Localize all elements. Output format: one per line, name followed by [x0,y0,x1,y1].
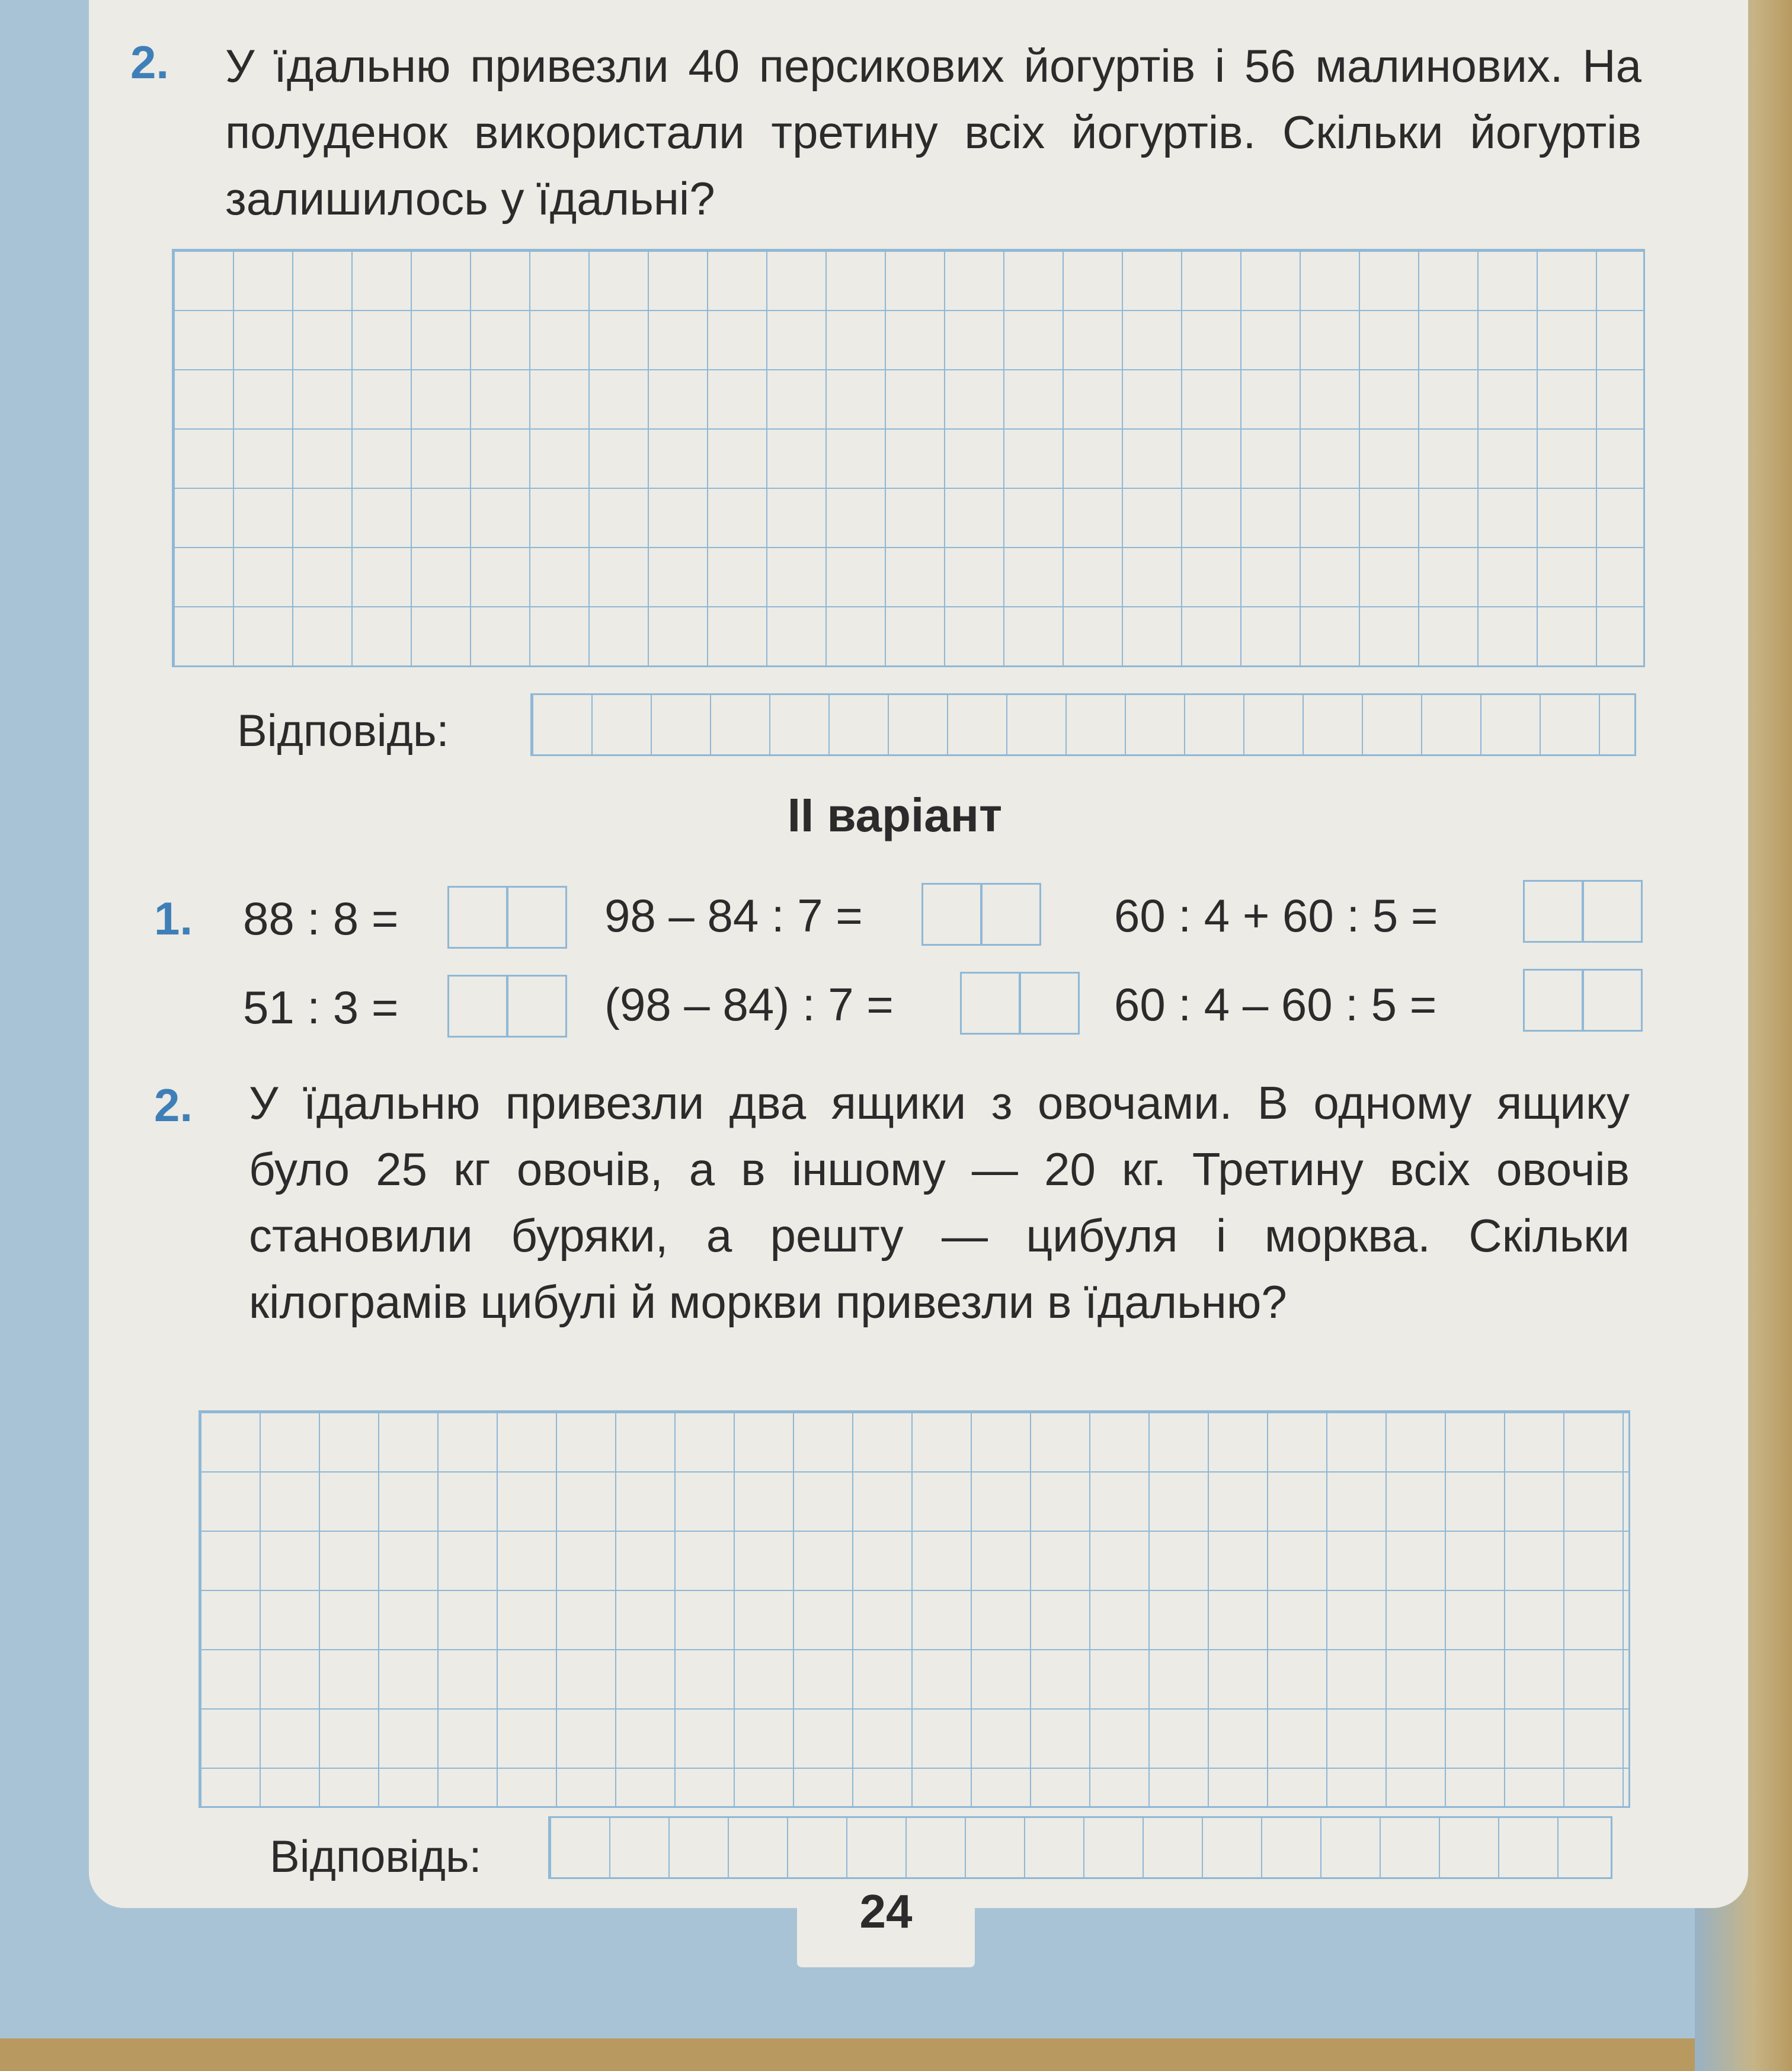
expression-2: 98 – 84 : 7 = [604,889,863,942]
answer-box-4[interactable] [447,975,567,1038]
answer-field-a[interactable] [530,693,1636,756]
expression-1: 88 : 8 = [243,892,399,945]
expression-4: 51 : 3 = [243,981,399,1033]
solution-grid-b[interactable] [199,1410,1630,1808]
answer-box-2[interactable] [921,883,1041,946]
answer-box-1[interactable] [447,886,567,949]
expression-5: (98 – 84) : 7 = [604,978,894,1030]
answer-label-a: Відповідь: [237,706,449,756]
task-a-text: У їдальню привезли 40 персикових йогуртів і 56 малинових. На полуденок використали третину всіх йогуртів. Скільки йогуртів залишилось у їдальні? [225,40,1641,225]
task-2-number: 2. [154,1079,193,1131]
task-1-number: 1. [154,892,193,945]
expression-6: 60 : 4 – 60 : 5 = [1114,978,1437,1030]
variant-title: II варіант [787,789,1003,841]
expression-3: 60 : 4 + 60 : 5 = [1114,889,1438,942]
answer-box-6[interactable] [1523,969,1643,1032]
task-a-number: 2. [130,36,169,88]
answer-box-5[interactable] [960,972,1080,1035]
answer-label-b: Відповідь: [270,1832,482,1882]
answer-box-3[interactable] [1523,880,1643,943]
page-number: 24 [859,1885,913,1938]
task-2-text: У їдальню привезли два ящики з овочами. В одному ящику було 25 кг овочів, а в іншому — 20 кг. Третину всіх овочів становили буряки, а решту — цибуля і морква. Скільки кілограмів цибулі й моркви привезли в їдальню? [249,1077,1630,1328]
solution-grid-a[interactable] [172,249,1645,667]
answer-field-b[interactable] [548,1816,1612,1879]
